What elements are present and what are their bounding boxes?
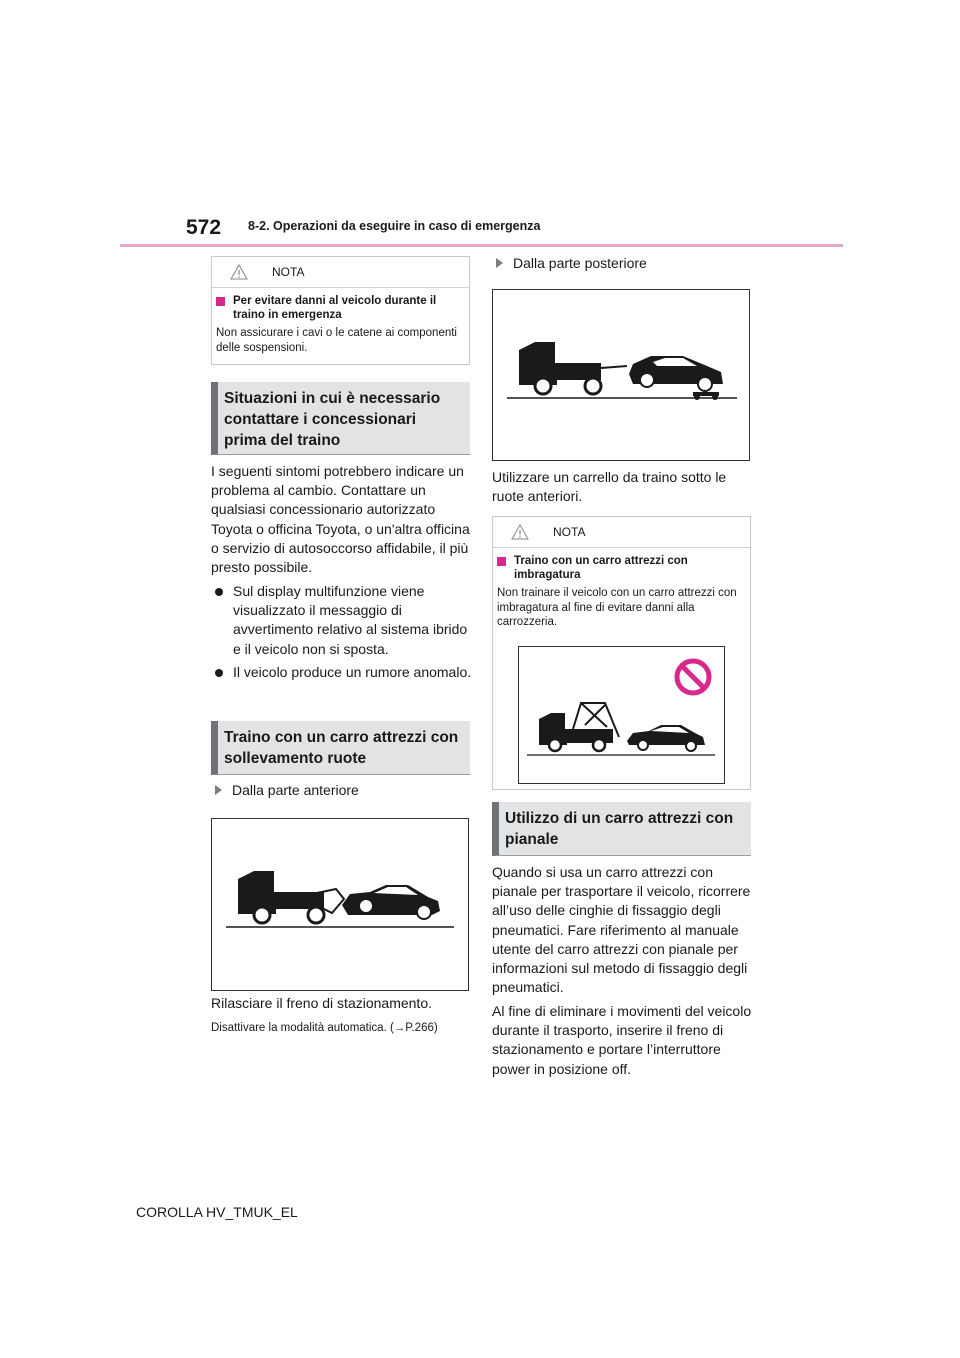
bullet-dot-icon [215, 669, 223, 677]
header-rule [120, 244, 843, 247]
figure-rear-tow [492, 289, 750, 461]
sling-tow-prohibited-illustration [519, 647, 724, 783]
note-header [493, 517, 750, 548]
front-instruction: Rilasciare il freno di stazionamento. [211, 995, 432, 1011]
square-bullet-icon [497, 557, 506, 566]
note-subtitle-text: Traino con un carro attrezzi con imbragatura [514, 555, 688, 581]
bullet-dot-icon [215, 588, 223, 596]
note-subtitle-text: Per evitare danni al veicolo durante il traino in emergenza [233, 295, 437, 321]
note-label: NOTA [272, 265, 305, 279]
heading-wheel-lift: Traino con un carro attrezzi con sollevamento ruote [211, 721, 470, 775]
figure-sling-tow [518, 646, 725, 784]
front-note: Disattivare la modalità automatica. (→P.266) [211, 1022, 438, 1034]
square-bullet-icon [216, 297, 225, 306]
bullet-text: Sul display multifunzione viene visualizzato il messaggio di avvertimento relativo al sistema ibrido e il veicolo non si sposta. [233, 583, 468, 657]
footer-model: COROLLA HV_TMUK_EL [136, 1204, 298, 1220]
rear-label-text: Dalla parte posteriore [513, 255, 647, 271]
note-box-1 [211, 256, 470, 365]
tow-truck-rear-illustration [493, 290, 749, 460]
bullet-item-2 [211, 663, 473, 682]
section-title: 8-2. Operazioni da eseguire in caso di emergenza [248, 219, 541, 233]
note-subtitle [493, 548, 750, 582]
heading-dealer-contact: Situazioni in cui è necessario contattare i concessionari prima del traino [211, 382, 470, 455]
arrow-right-icon [496, 258, 503, 268]
note-text: Non trainare il veicolo con un carro attrezzi con imbragatura al fine di evitare danni alla carrozzeria. [497, 587, 737, 628]
bullet-text: Il veicolo produce un rumore anomalo. [233, 664, 472, 680]
flatbed-paragraph-1: Quando si usa un carro attrezzi con pianale per trasportare il veicolo, ricorrere all’uso delle cinghie di fissaggio degli pneumatici. Fare riferimento al manuale utente del carro attrezzi con pianale per informazioni sul metodo di fissaggio degli pneumatici. [492, 864, 751, 996]
note-label: NOTA [553, 525, 586, 539]
bullet-item-1 [211, 582, 473, 659]
note-subtitle [212, 288, 469, 322]
front-label-text: Dalla parte anteriore [232, 782, 359, 798]
heading-flatbed: Utilizzo di un carro attrezzi con pianale [492, 802, 751, 856]
tow-truck-front-illustration [212, 819, 468, 990]
rear-label [496, 255, 647, 271]
warning-icon [230, 264, 248, 280]
note-text: Non assicurare i cavi o le catene ai componenti delle sospensioni. [216, 327, 457, 354]
figure-front-tow [211, 818, 469, 991]
intro-paragraph: I seguenti sintomi potrebbero indicare un problema al cambio. Contattare un qualsiasi concessionario autorizzato Toyota o officina Toyota, o un'altra officina o servizio di autosoccorso affidabile, il più presto possibile. [211, 463, 470, 576]
arrow-right-icon [215, 785, 222, 795]
page-number: 572 [186, 216, 222, 239]
note-box-2 [492, 516, 751, 790]
flatbed-paragraph-2: Al fine di eliminare i movimenti del veicolo durante il trasporto, inserire il freno di stazionamento e portare l’interruttore power in posizione off. [492, 1003, 752, 1077]
note-header [212, 257, 469, 288]
front-label [215, 782, 359, 798]
rear-instruction: Utilizzare un carrello da traino sotto le ruote anteriori. [492, 469, 727, 505]
warning-icon [511, 524, 529, 540]
